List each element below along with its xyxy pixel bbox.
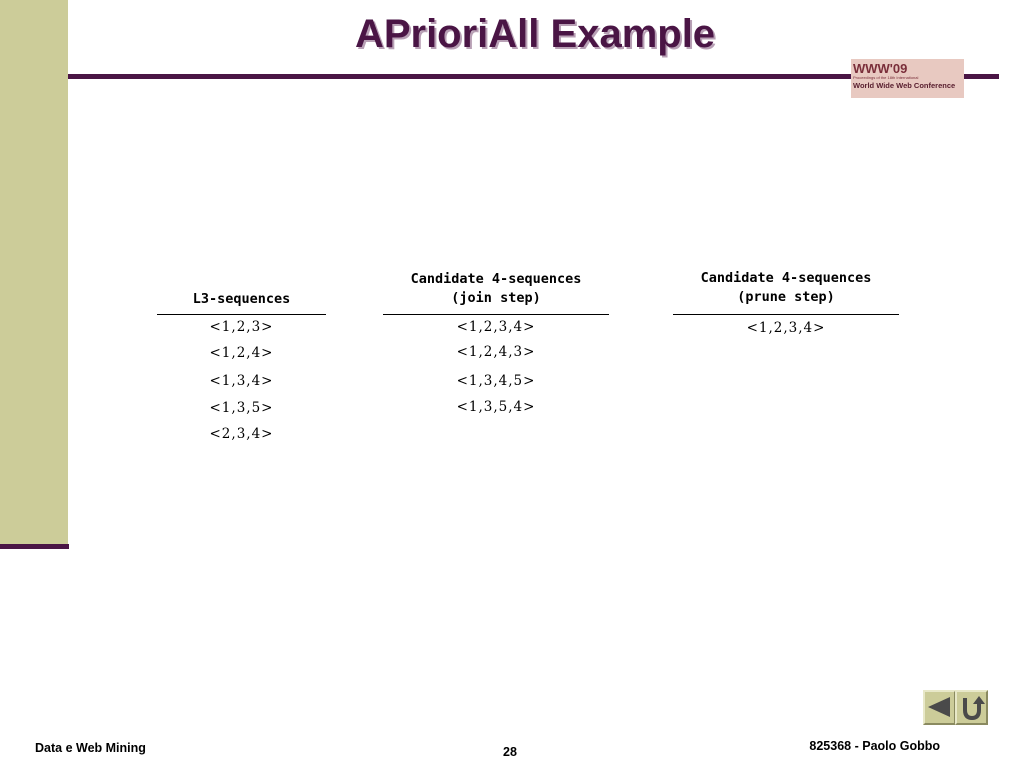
triangle-left-icon: [925, 692, 954, 723]
left-sidebar-bar: [0, 0, 68, 546]
column-join-step: [383, 270, 609, 420]
footer-author: 825368 - Paolo Gobbo: [809, 739, 940, 753]
column-rule: [383, 314, 609, 315]
column-header: Candidate 4-sequences (join step): [410, 271, 582, 306]
column-rule: [157, 314, 326, 315]
list-item: <1,2,3>: [209, 319, 274, 335]
logo-small-text: Proceedings of the 18th International: [853, 75, 919, 80]
footer-course-name: Data e Web Mining: [35, 741, 146, 755]
u-turn-icon: [957, 692, 986, 723]
www09-logo: [851, 59, 964, 98]
list-item: <1,3,5,4>: [456, 399, 536, 415]
list-item: <1,3,4>: [209, 373, 274, 389]
logo-big-text: WWW'09: [853, 61, 908, 76]
return-button[interactable]: [955, 690, 988, 725]
footer-page-number: 28: [503, 745, 517, 759]
column-prune-step: [673, 269, 899, 349]
column-rule: [673, 314, 899, 315]
logo-conference-text: World Wide Web Conference: [853, 81, 956, 90]
left-sidebar-base-rule: [0, 544, 69, 549]
list-item: <1,2,4,3>: [456, 344, 536, 360]
column-header: Candidate 4-sequences (prune step): [700, 270, 872, 305]
list-item: <2,3,4>: [209, 426, 274, 442]
list-item: <1,3,5>: [209, 400, 274, 416]
list-item: <1,2,3,4>: [456, 319, 536, 335]
back-button[interactable]: [923, 690, 956, 725]
column-header: L3-sequences: [192, 291, 291, 307]
list-item: <1,2,4>: [209, 345, 274, 361]
column-l3-sequences: [157, 270, 326, 450]
slide-title: APrioriAll Example: [354, 12, 716, 56]
list-item: <1,2,3,4>: [746, 320, 826, 336]
list-item: <1,3,4,5>: [456, 373, 536, 389]
